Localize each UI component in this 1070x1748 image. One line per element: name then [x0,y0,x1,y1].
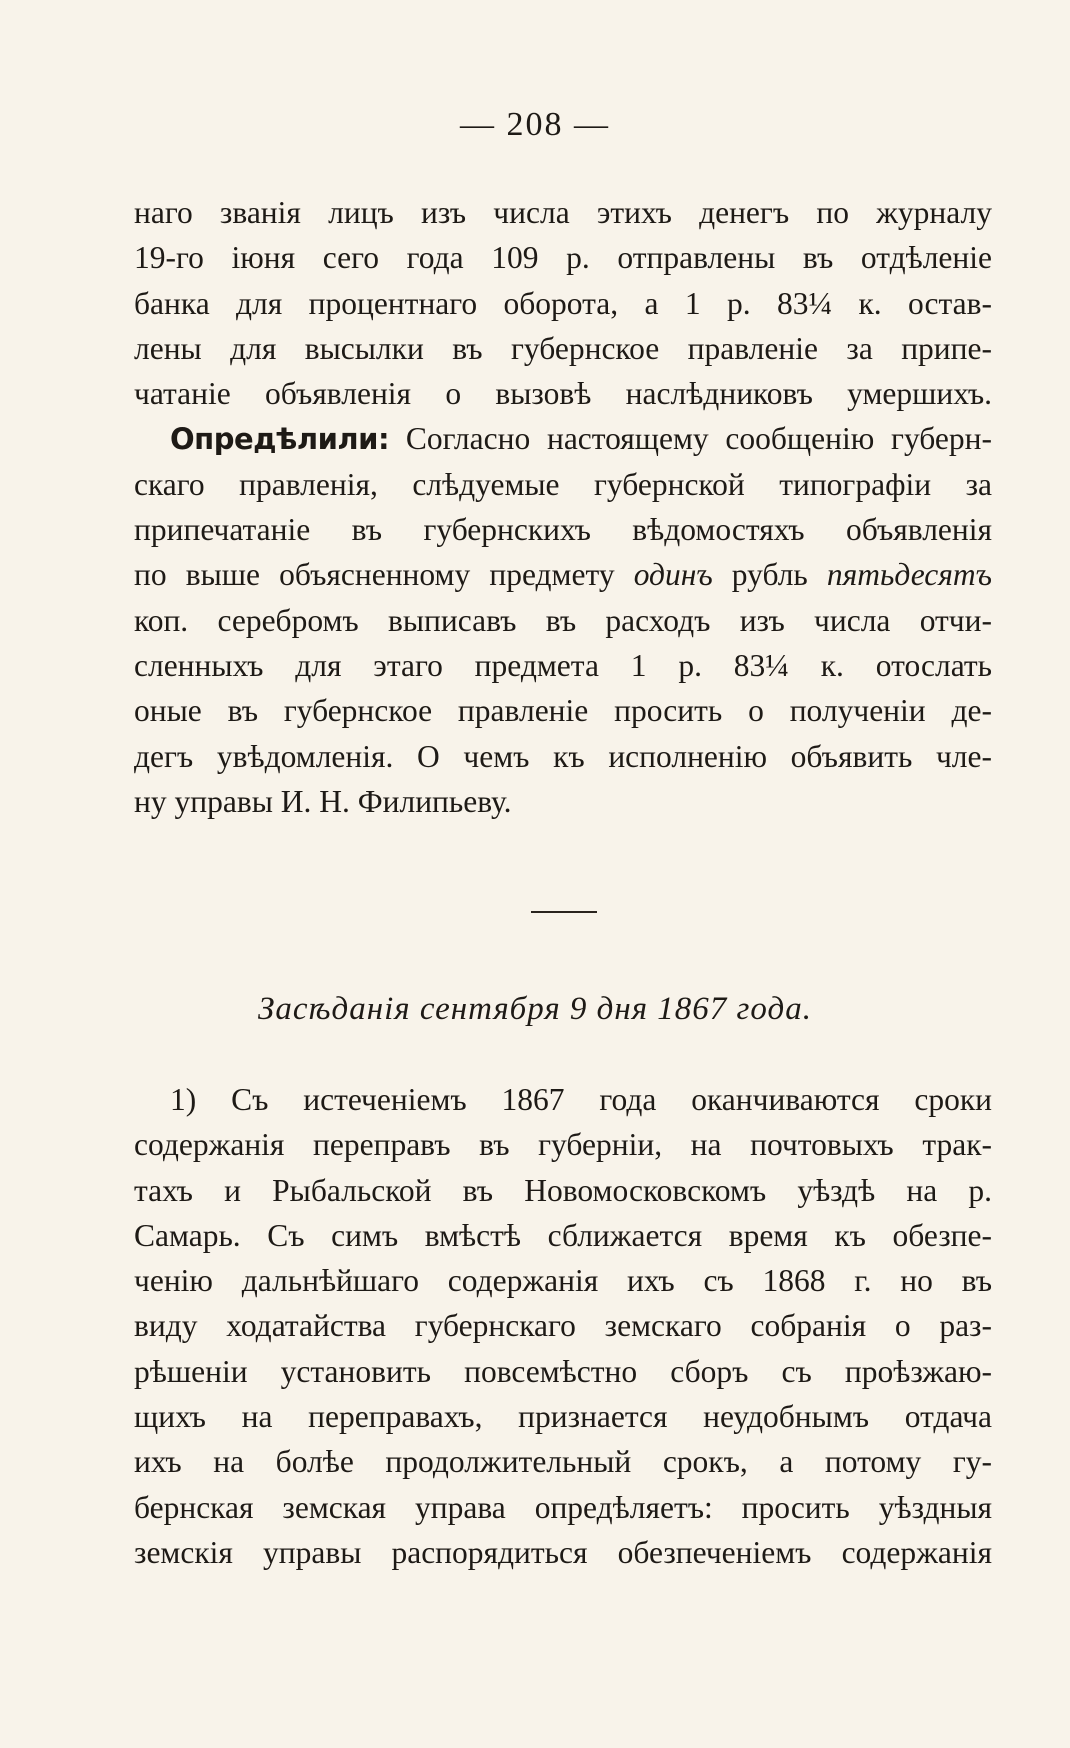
paragraph-line: ну управы И. Н. Филипьеву. [134,783,512,819]
paragraph-line: содержанія переправъ въ губерніи, на почтовыхъ трак- [134,1127,992,1163]
paragraph-line: ченію дальнѣйшаго содержанія ихъ съ 1868 г. но въ [134,1263,992,1299]
paragraph-line: скаго правленія, слѣдуемые губернской типографіи за [134,466,992,502]
paragraph-line: чатаніе объявленія о вызовѣ наслѣдниковъ умершихъ. [134,376,992,412]
paragraph-line: щихъ на переправахъ, признается неудобнымъ отдача [134,1399,992,1435]
text-block-top [134,190,992,824]
paragraph-line: оные въ губернское правленіе просить о полученіи де- [134,693,992,729]
paragraph-line: припечатаніе въ губернскихъ вѣдомостяхъ объявленія [134,512,992,548]
paragraph-line: банка для процентнаго оборота, а 1 р. 83¼ к. остав- [134,285,992,321]
text-run: по выше объясненному предмету [134,557,634,593]
paragraph-line: бернская земская управа опредѣляетъ: просить уѣздныя [134,1489,992,1525]
italic-amount-fifty: пятьдесятъ [826,557,992,593]
text-block-bottom [134,1077,992,1575]
paragraph-line: земскія управы распорядиться обезпеченіемъ содержанія [134,1534,992,1570]
italic-amount-one: одинъ [633,557,713,593]
paragraph-line: дегъ увѣдомленія. О чемъ къ исполненію объявить чле- [134,738,992,774]
paragraph-line: сленныхъ для этаго предмета 1 р. 83¼ к. отослать [134,647,992,683]
paragraph-line: наго званія лицъ изъ числа этихъ денегъ по журналу [134,195,992,230]
paragraph-line: коп. серебромъ выписавъ въ расходъ изъ числа отчи- [134,602,992,638]
resolution-line [134,416,992,461]
paragraph-line [134,552,992,597]
paragraph-line: лены для высылки въ губернское правленіе за припе- [134,330,992,366]
paragraph-line: 19-го іюня сего года 109 р. отправлены въ отдѣленіе [134,240,992,276]
section-divider [531,911,597,913]
session-heading: Засѣданія сентября 9 дня 1867 года. [258,991,812,1027]
resolution-text: Согласно настоящему сообщенію губерн- [389,421,992,457]
paragraph-line: 1) Съ истеченіемъ 1867 года оканчиваются сроки [170,1082,992,1117]
paragraph-line: тахъ и Рыбальской въ Новомосковскомъ уѣздѣ на р. [134,1172,992,1208]
resolution-label: Опредѣлили: [170,422,390,457]
paragraph-line: Самарь. Съ симъ вмѣстѣ сближается время къ обезпе- [134,1217,992,1253]
page-number: — 208 — [460,106,610,143]
paragraph-line: ихъ на болѣе продолжительный срокъ, а потому гу- [134,1444,992,1480]
paragraph-line: виду ходатайства губернскаго земскаго собранія о раз- [134,1308,992,1344]
text-run: рубль [712,557,827,593]
paragraph-line: рѣшеніи установить повсемѣстно сборъ съ проѣзжаю- [134,1353,992,1389]
